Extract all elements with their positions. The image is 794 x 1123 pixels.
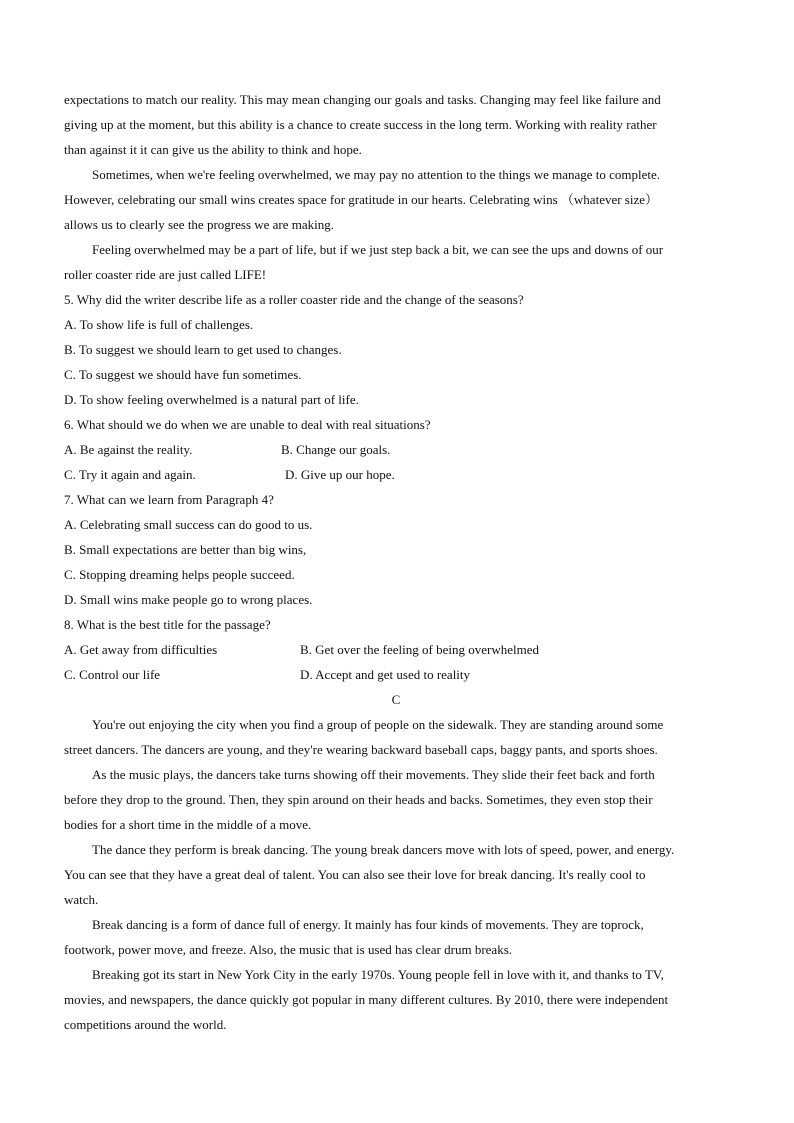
passage-c-paragraph-5 — [64, 962, 728, 1037]
text-line: However, celebrating our small wins creates space for gratitude in our hearts. Celebrating wins （whatever size） — [64, 192, 659, 207]
answer-option: A. Celebrating small success can do good to us. — [64, 517, 313, 532]
answer-option: D. Accept and get used to reality — [300, 667, 471, 682]
passage-c-paragraph-1 — [64, 712, 728, 762]
answer-option: A. Get away from difficulties — [64, 642, 218, 657]
answer-option: C. Try it again and again. — [64, 467, 196, 482]
passage-c-paragraph-2 — [64, 762, 728, 837]
answer-option-row — [64, 662, 728, 687]
question-5 — [64, 287, 728, 412]
text-line: Feeling overwhelmed may be a part of life, but if we just step back a bit, we can see the ups and downs of our — [92, 242, 664, 257]
page-content — [64, 87, 728, 1037]
answer-option: B. To suggest we should learn to get used to changes. — [64, 342, 342, 357]
question-stem: 6. What should we do when we are unable to deal with real situations? — [64, 417, 431, 432]
section-heading: C — [391, 692, 401, 707]
text-line: Sometimes, when we're feeling overwhelmed, we may pay no attention to the things we manage to complete. — [92, 167, 661, 182]
text-line: before they drop to the ground. Then, they spin around on their heads and backs. Sometimes, they even stop their — [64, 792, 653, 807]
passage-b-paragraph-2 — [64, 162, 728, 237]
answer-option: C. Control our life — [64, 667, 161, 682]
question-8 — [64, 612, 728, 687]
answer-option: C. To suggest we should have fun sometimes. — [64, 367, 302, 382]
answer-option: D. Small wins make people go to wrong places. — [64, 592, 313, 607]
question-7 — [64, 487, 728, 612]
answer-option-row — [64, 637, 728, 662]
text-line: giving up at the moment, but this ability is a chance to create success in the long term. Working with reality rather — [64, 117, 657, 132]
text-line: Break dancing is a form of dance full of energy. It mainly has four kinds of movements. They are toprock, — [92, 917, 644, 932]
text-line: Breaking got its start in New York City in the early 1970s. Young people fell in love with it, and thanks to TV, — [92, 967, 664, 982]
text-line: expectations to match our reality. This may mean changing our goals and tasks. Changing may feel like failure and — [64, 92, 661, 107]
text-line: You're out enjoying the city when you find a group of people on the sidewalk. They are standing around some — [92, 717, 664, 732]
answer-option: D. Give up our hope. — [285, 467, 395, 482]
text-line: As the music plays, the dancers take turns showing off their movements. They slide their feet back and forth — [92, 767, 655, 782]
text-line: allows us to clearly see the progress we are making. — [64, 217, 335, 232]
text-line: footwork, power move, and freeze. Also, the music that is used has clear drum breaks. — [64, 942, 513, 957]
question-stem: 8. What is the best title for the passage? — [64, 617, 271, 632]
text-line: movies, and newspapers, the dance quickly got popular in many different cultures. By 2010, there were independent — [64, 992, 669, 1007]
answer-option: B. Change our goals. — [281, 442, 391, 457]
text-line: You can see that they have a great deal of talent. You can also see their love for break dancing. It's really cool to — [64, 867, 646, 882]
passage-b-paragraph-1 — [64, 87, 728, 162]
answer-option: D. To show feeling overwhelmed is a natural part of life. — [64, 392, 359, 407]
answer-option: B. Get over the feeling of being overwhelmed — [300, 642, 539, 657]
text-line: than against it it can give us the ability to think and hope. — [64, 142, 362, 157]
passage-c-paragraph-3 — [64, 837, 728, 912]
passage-c-paragraph-4 — [64, 912, 728, 962]
answer-option-row — [64, 437, 728, 462]
answer-option-row — [64, 462, 728, 487]
question-stem: 7. What can we learn from Paragraph 4? — [64, 492, 274, 507]
answer-option: A. To show life is full of challenges. — [64, 317, 254, 332]
question-stem: 5. Why did the writer describe life as a roller coaster ride and the change of the seasons? — [64, 292, 524, 307]
text-line: roller coaster ride are just called LIFE! — [64, 267, 267, 282]
answer-option: C. Stopping dreaming helps people succeed. — [64, 567, 295, 582]
text-line: competitions around the world. — [64, 1017, 227, 1032]
answer-option: A. Be against the reality. — [64, 442, 193, 457]
answer-option: B. Small expectations are better than big wins, — [64, 542, 307, 557]
text-line: watch. — [64, 892, 99, 907]
text-line: The dance they perform is break dancing. The young break dancers move with lots of speed, power, and energy. — [92, 842, 675, 857]
question-6 — [64, 412, 728, 487]
text-line: street dancers. The dancers are young, and they're wearing backward baseball caps, baggy pants, and sports shoes. — [64, 742, 658, 757]
passage-b-paragraph-3 — [64, 237, 728, 287]
text-line: bodies for a short time in the middle of a move. — [64, 817, 312, 832]
